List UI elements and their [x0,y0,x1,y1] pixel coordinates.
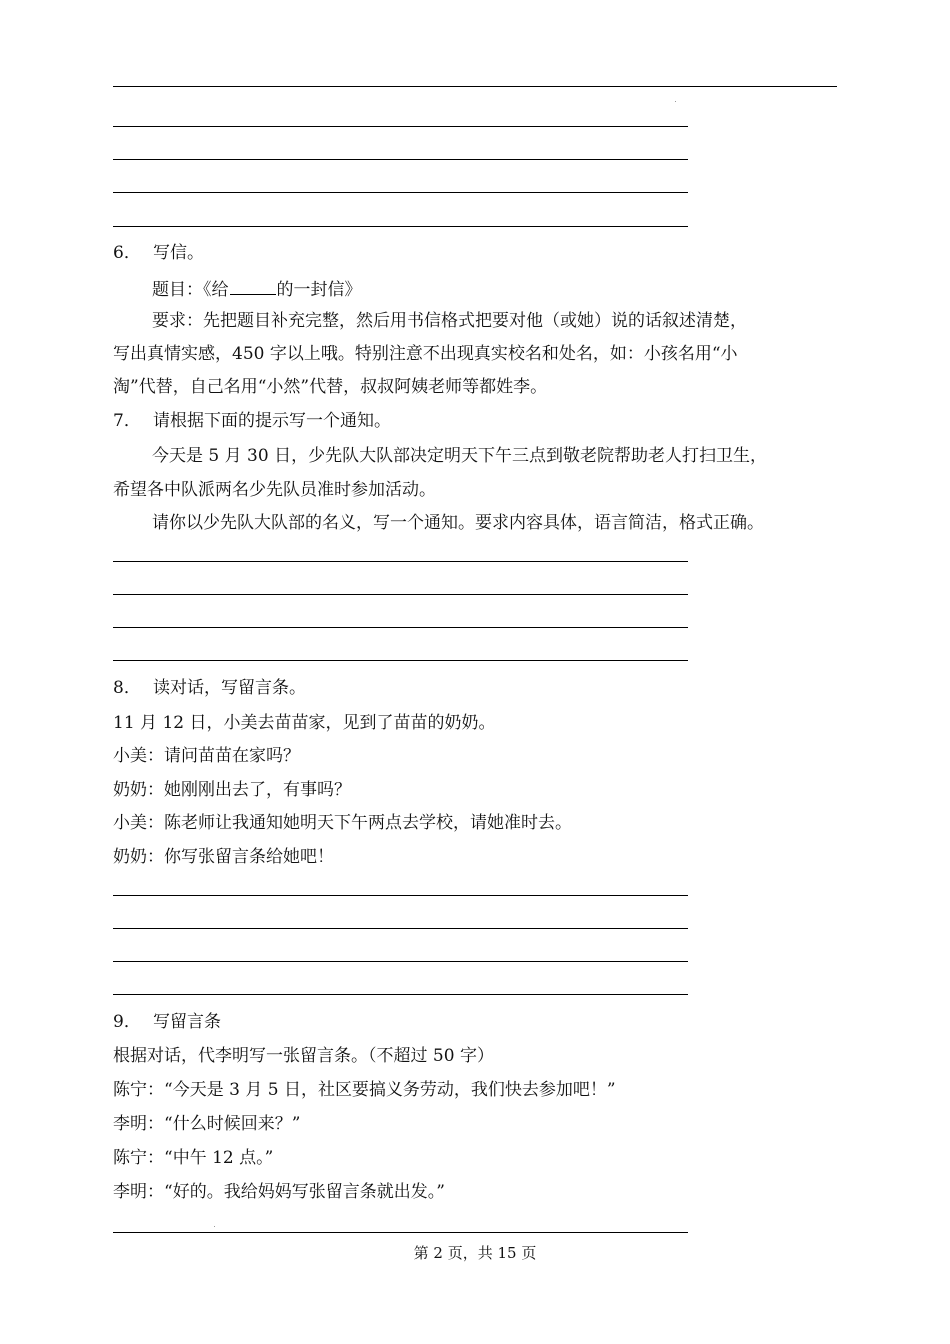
dialog-line: 奶奶：你写张留言条给她吧！ [113,847,334,867]
answer-line [113,226,688,227]
dialog-line: 李明：“什么时候回来？” [113,1114,301,1134]
speck [675,101,676,102]
answer-line [113,561,688,562]
dialog-line: 陈宁：“中午 12 点。” [113,1148,274,1168]
question-6-requirement-line: 要求：先把题目补充完整，然后用书信格式把要对他（或她）说的话叙述清楚， [152,311,747,331]
answer-line [113,627,688,628]
answer-line [113,594,688,595]
question-7-number: 7． [113,411,141,431]
speck [214,1226,215,1227]
question-7-title: 请根据下面的提示写一个通知。 [153,411,391,431]
dialog-line: 小美：陈老师让我通知她明天下午两点去学校，请她准时去。 [113,813,572,833]
topic-blank [230,276,276,295]
page-number-footer: 第 2 页，共 15 页 [413,1244,537,1262]
question-6-title: 写信。 [153,243,204,263]
question-6-number: 6． [113,243,141,263]
answer-line [113,994,688,995]
topic-prefix: 题目：《给 [152,280,229,300]
question-8-intro: 11 月 12 日，小美去苗苗家，见到了苗苗的奶奶。 [113,713,496,733]
answer-line [113,660,688,661]
answer-line [113,961,688,962]
topic-suffix: 的一封信》 [276,280,362,300]
question-9-title: 写留言条 [153,1012,221,1032]
answer-line [113,1232,688,1233]
question-9-number: 9． [113,1012,141,1032]
dialog-line: 奶奶：她刚刚出去了，有事吗？ [113,780,351,800]
answer-line [113,192,688,193]
question-7-paragraph-line: 希望各中队派两名少先队员准时参加活动。 [113,480,436,500]
question-6-topic [152,276,362,302]
dialog-line: 小美：请问苗苗在家吗？ [113,746,300,766]
question-6-requirement-line: 写出真情实感，450 字以上哦。特别注意不出现真实校名和处名，如：小孩名用“小 [113,344,738,364]
question-8-title: 读对话，写留言条。 [153,678,306,698]
question-9-intro: 根据对话，代李明写一张留言条。（不超过 50 字） [113,1046,494,1066]
answer-line [113,159,688,160]
question-6-requirement-line: 淘”代替，自己名用“小然”代替，叔叔阿姨老师等都姓李。 [113,377,548,397]
dialog-line: 陈宁：“今天是 3 月 5 日，社区要搞义务劳动，我们快去参加吧！” [113,1080,616,1100]
question-7-paragraph-line: 今天是 5 月 30 日，少先队大队部决定明天下午三点到敬老院帮助老人打扫卫生， [152,446,768,466]
answer-line [113,126,688,127]
dialog-line: 李明：“好的。我给妈妈写张留言条就出发。” [113,1182,445,1202]
question-7-instruction: 请你以少先队大队部的名义，写一个通知。要求内容具体，语言简洁，格式正确。 [152,513,764,533]
answer-line [113,895,688,896]
answer-line [113,928,688,929]
answer-line [113,86,837,87]
question-8-number: 8． [113,678,141,698]
